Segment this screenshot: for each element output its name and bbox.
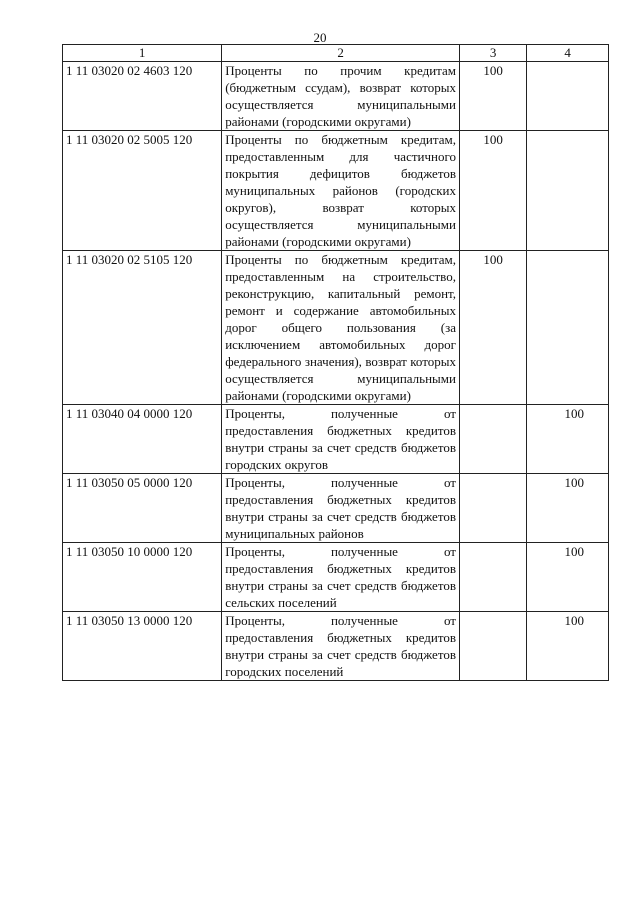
budget-code: 1 11 03050 05 0000 120 — [63, 474, 222, 543]
income-description: Проценты по прочим кредитам (бюджетным ссудам), возврат которых осуществляется муниципальными районами (городскими округами) — [222, 62, 460, 131]
column-header-3: 3 — [459, 45, 526, 62]
budget-code: 1 11 03020 02 5005 120 — [63, 131, 222, 251]
income-description: Проценты, полученные от предоставления бюджетных кредитов внутри страны за счет средств бюджетов городских поселений — [222, 612, 460, 681]
page-number: 20 — [313, 30, 327, 45]
column-header-2: 2 — [222, 45, 460, 62]
budget-code: 1 11 03040 04 0000 120 — [63, 405, 222, 474]
column-4-value: 100 — [527, 543, 609, 612]
income-description: Проценты, полученные от предоставления бюджетных кредитов внутри страны за счет средств бюджетов городских округов — [222, 405, 460, 474]
column-header-4: 4 — [527, 45, 609, 62]
table-header-row — [63, 45, 609, 62]
income-description: Проценты по бюджетным кредитам, предоставленным на строительство, реконструкцию, капитальный ремонт, ремонт и содержание автомобильных дорог общего пользования (за исключением автомобильных дорог федерального значения), возврат которых осуществляется муниципальными районами (городскими округами) — [222, 251, 460, 405]
table-row — [63, 62, 609, 131]
column-4-value — [527, 251, 609, 405]
income-description: Проценты, полученные от предоставления бюджетных кредитов внутри страны за счет средств бюджетов сельских поселений — [222, 543, 460, 612]
column-4-value: 100 — [527, 405, 609, 474]
income-description: Проценты, полученные от предоставления бюджетных кредитов внутри страны за счет средств бюджетов муниципальных районов — [222, 474, 460, 543]
budget-code: 1 11 03050 10 0000 120 — [63, 543, 222, 612]
column-3-value: 100 — [459, 251, 526, 405]
column-3-value: 100 — [459, 131, 526, 251]
column-3-value — [459, 474, 526, 543]
column-4-value: 100 — [527, 474, 609, 543]
income-description: Проценты по бюджетным кредитам, предоставленным для частичного покрытия дефицитов бюджетов муниципальных районов (городских округов), возврат которых осуществляется муниципальными районами (городскими округами) — [222, 131, 460, 251]
budget-code: 1 11 03050 13 0000 120 — [63, 612, 222, 681]
table-row — [63, 612, 609, 681]
table-row — [63, 131, 609, 251]
column-3-value — [459, 405, 526, 474]
column-header-1: 1 — [63, 45, 222, 62]
column-3-value — [459, 543, 526, 612]
table-row — [63, 543, 609, 612]
column-3-value — [459, 612, 526, 681]
budget-codes-table — [62, 44, 609, 681]
table-row — [63, 474, 609, 543]
column-3-value: 100 — [459, 62, 526, 131]
budget-code: 1 11 03020 02 5105 120 — [63, 251, 222, 405]
budget-code: 1 11 03020 02 4603 120 — [63, 62, 222, 131]
column-4-value — [527, 131, 609, 251]
column-4-value — [527, 62, 609, 131]
column-4-value: 100 — [527, 612, 609, 681]
table-row — [63, 251, 609, 405]
table-row — [63, 405, 609, 474]
